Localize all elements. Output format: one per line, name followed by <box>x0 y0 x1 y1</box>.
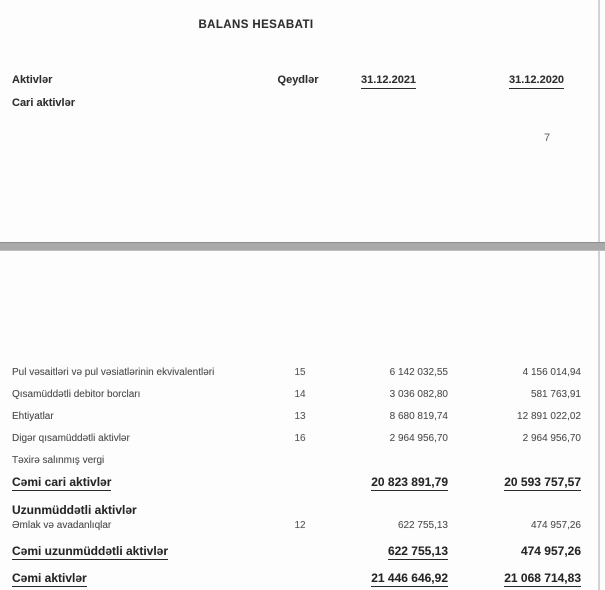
column-header-2021-text: 31.12.2021 <box>361 74 416 89</box>
row-value-2021: 622 755,13 <box>387 544 448 558</box>
column-header-assets: Aktivlər <box>12 74 53 86</box>
table-row <box>12 454 581 472</box>
row-value-2020: 2 964 956,70 <box>522 433 581 444</box>
row-value-2021: 622 755,13 <box>397 520 448 531</box>
row-value-2020: 474 957,26 <box>530 520 581 531</box>
row-value-2020: 474 957,26 <box>520 544 581 558</box>
row-label: Cəmi cari aktivlər <box>12 475 112 489</box>
row-value-2020: 21 068 714,83 <box>504 571 581 585</box>
row-value-2020: 12 891 022,02 <box>517 411 581 422</box>
row-label: Cəmi aktivlər <box>12 571 87 585</box>
row-label: Ehtiyatlar <box>12 411 54 422</box>
row-value-2021: 3 036 082,80 <box>389 389 448 400</box>
column-header-2020 <box>509 74 564 86</box>
row-label: Cəmi uzunmüddətli aktivlər <box>12 544 169 558</box>
table-row <box>12 388 581 410</box>
row-note: 16 <box>294 433 306 444</box>
row-label: Uzunmüddətli aktivlər <box>12 503 137 517</box>
table-row <box>12 472 581 499</box>
section-separator-bar <box>0 242 605 251</box>
column-header-2021 <box>361 74 416 86</box>
row-label: Digər qısamüddətli aktivlər <box>12 433 130 444</box>
row-value-2021: 2 964 956,70 <box>389 433 448 444</box>
row-value-2020: 581 763,91 <box>530 389 581 400</box>
table-row <box>12 519 581 541</box>
table-row <box>12 366 581 388</box>
row-value-2021: 6 142 032,55 <box>389 367 448 378</box>
row-value-2021: 21 446 646,92 <box>371 571 448 585</box>
row-label: Təxirə salınmış vergi <box>12 455 105 466</box>
row-value-2021: 20 823 891,79 <box>371 475 448 489</box>
table-row <box>12 410 581 432</box>
section-label-current-assets: Cari aktivlər <box>12 97 75 109</box>
row-note: 12 <box>294 520 306 531</box>
column-header-notes: Qeydlər <box>277 74 319 86</box>
row-value-2020: 20 593 757,57 <box>504 475 581 489</box>
row-note: 13 <box>294 411 306 422</box>
table-row <box>12 541 581 568</box>
row-label: Pul vəsaitləri və pul vəsiatlərinin ekvivalentləri <box>12 367 215 378</box>
row-value-2021: 8 680 819,74 <box>389 411 448 422</box>
page-edge-line <box>598 0 600 590</box>
table-row <box>12 432 581 454</box>
row-note: 14 <box>294 389 306 400</box>
table-row <box>12 568 581 590</box>
page-number: 7 <box>544 132 551 144</box>
row-value-2020: 4 156 014,94 <box>522 367 581 378</box>
row-note: 15 <box>294 367 306 378</box>
table-row <box>12 499 581 519</box>
balance-table <box>12 366 581 590</box>
row-label: Əmlak və avadanlıqlar <box>12 520 112 531</box>
column-header-2020-text: 31.12.2020 <box>509 74 564 89</box>
row-label: Qısamüddətli debitor borcları <box>12 389 141 400</box>
page-title: BALANS HESABATI <box>198 19 314 31</box>
